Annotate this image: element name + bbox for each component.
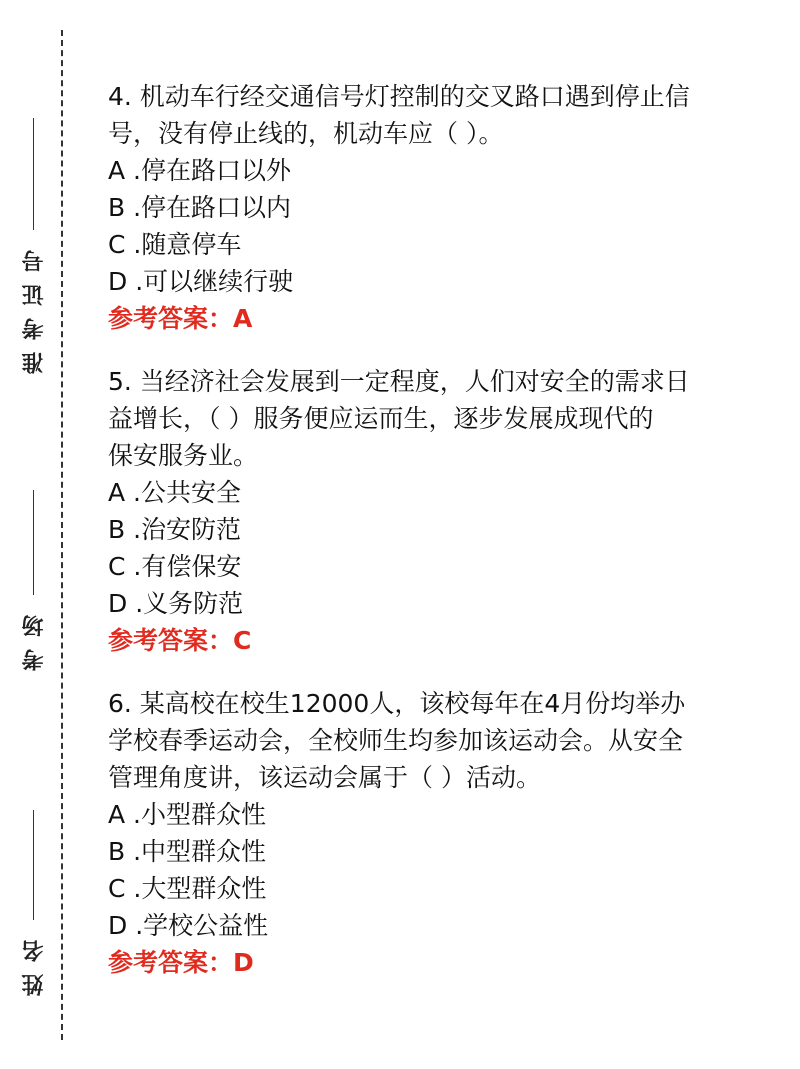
- question-stem-line: 保安服务业。: [108, 441, 259, 470]
- name-field: [18, 810, 48, 996]
- question-stem-line: 管理角度讲，该运动会属于（ ）活动。: [108, 763, 541, 792]
- exam-room-fill-line: [33, 490, 34, 595]
- reference-answer: 参考答案：C: [108, 626, 252, 655]
- option-d: D .学校公益性: [108, 911, 269, 940]
- exam-id-label: 准考证号: [20, 238, 47, 374]
- option-d: D .义务防范: [108, 589, 244, 618]
- option-a: A .公共安全: [108, 478, 241, 507]
- option-d: D .可以继续行驶: [108, 267, 294, 296]
- question-5: [108, 363, 738, 659]
- option-b: B .中型群众性: [108, 837, 267, 866]
- question-list: [108, 78, 738, 1007]
- question-6: [108, 685, 738, 981]
- option-c: C .大型群众性: [108, 874, 267, 903]
- question-stem-line: 益增长，（ ）服务便应运而生，逐步发展成现代的: [108, 404, 654, 433]
- option-b: B .停在路口以内: [108, 193, 292, 222]
- exam-id-fill-line: [33, 118, 34, 230]
- option-b: B .治安防范: [108, 515, 242, 544]
- option-a: A .停在路口以外: [108, 156, 291, 185]
- reference-answer: 参考答案：A: [108, 304, 253, 333]
- binding-margin: [0, 0, 90, 1069]
- dashed-cut-line: [61, 30, 63, 1040]
- exam-id-field: [18, 118, 48, 374]
- name-fill-line: [33, 810, 34, 920]
- question-stem-line: 4. 机动车行经交通信号灯控制的交叉路口遇到停止信: [108, 82, 690, 111]
- option-c: C .有偿保安: [108, 552, 242, 581]
- exam-room-field: [18, 490, 48, 671]
- question-stem-line: 号，没有停止线的，机动车应（ ）。: [108, 119, 504, 148]
- question-stem-line: 5. 当经济社会发展到一定程度，人们对安全的需求日: [108, 367, 690, 396]
- question-stem-line: 6. 某高校在校生12000人，该校每年在4月份均举办: [108, 689, 686, 718]
- question-4: [108, 78, 738, 337]
- option-c: C .随意停车: [108, 230, 242, 259]
- reference-answer: 参考答案：D: [108, 948, 254, 977]
- exam-room-label: 考场: [20, 603, 47, 671]
- name-label: 姓名: [20, 928, 47, 996]
- question-stem-line: 学校春季运动会，全校师生均参加该运动会。从安全: [108, 726, 684, 755]
- option-a: A .小型群众性: [108, 800, 266, 829]
